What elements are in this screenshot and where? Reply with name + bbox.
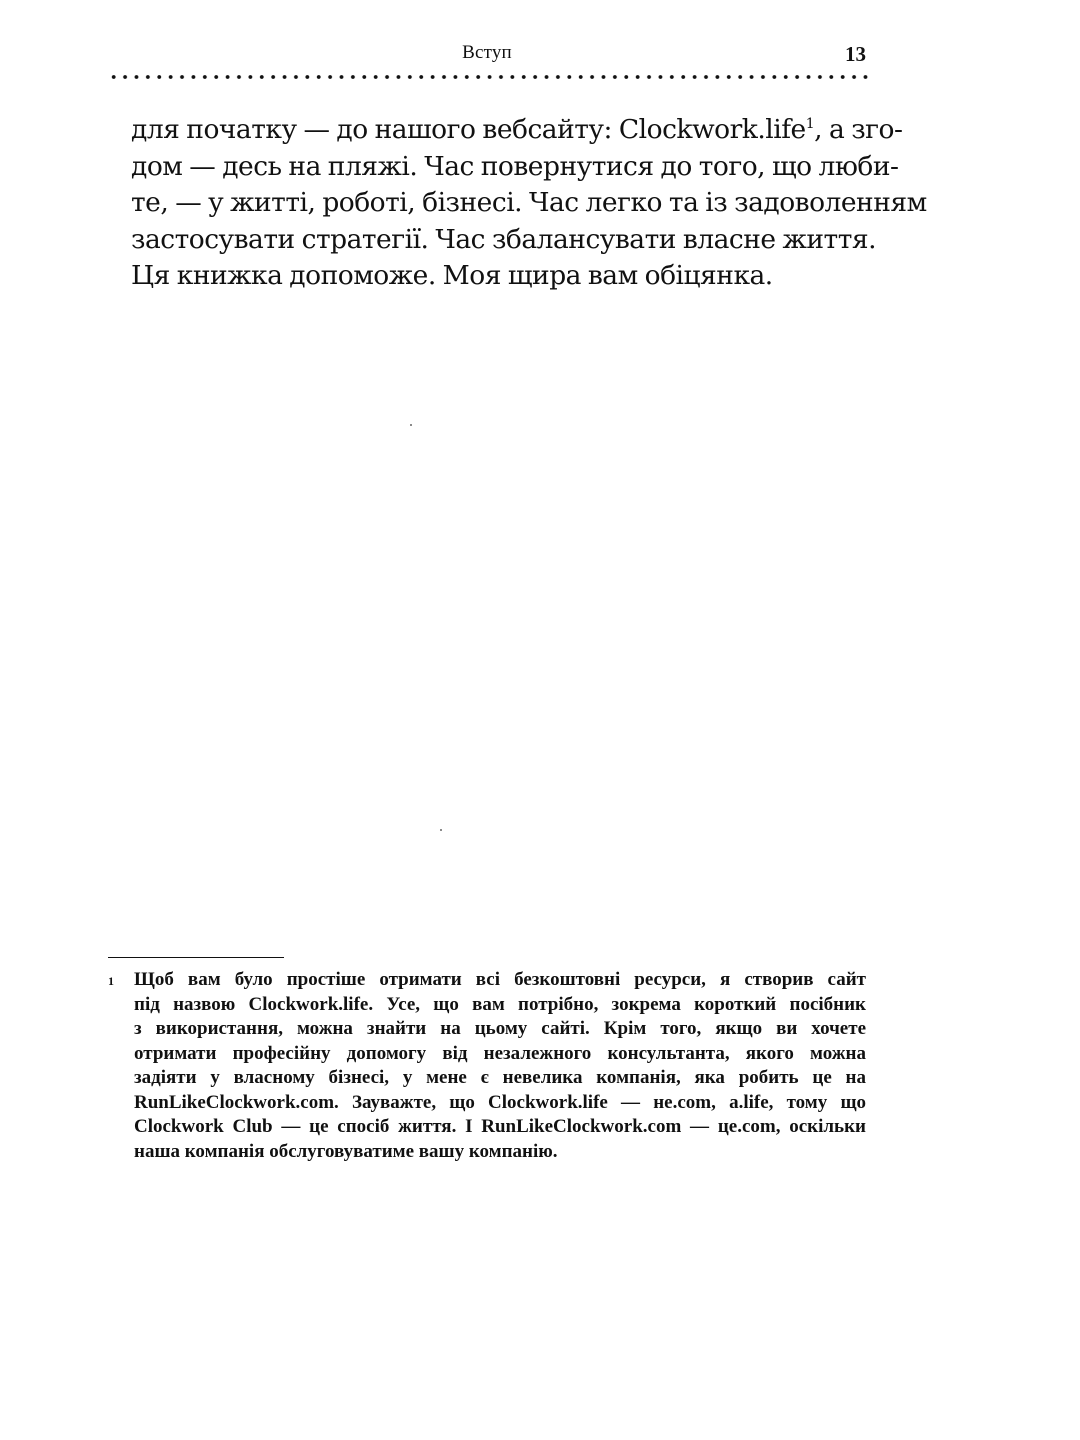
footnote-line: під назвою Clockwork.life. Усе, що вам потрібно, зокрема короткий посібник bbox=[134, 993, 866, 1015]
footnote-line: отримати професійну допомогу від незалежного консультанта, якого можна bbox=[134, 1042, 866, 1064]
print-speck bbox=[440, 829, 442, 831]
dotted-rule bbox=[108, 74, 868, 80]
footnote-reference: 1 bbox=[805, 116, 815, 133]
footnote-line: з використання, можна знайти на цьому сайті. Крім того, якщо ви хочете bbox=[134, 1018, 866, 1039]
page-number: 13 bbox=[845, 42, 866, 66]
body-line-tail: , а зго- bbox=[814, 114, 903, 145]
footnote-line: Clockwork Club — це спосіб життя. І RunLikeClockwork.com — це.com, оскільки bbox=[134, 1116, 866, 1137]
body-line: те, — у житті, роботі, бізнесі. Час легко та із задоволенням bbox=[131, 187, 927, 218]
footnote-line: наша компанія обслуговуватиме вашу компанію. bbox=[134, 1140, 558, 1162]
footnote-line: Щоб вам було простіше отримати всі безкоштовні ресурси, я створив сайт bbox=[134, 969, 866, 990]
footnote-line: задіяти у власному бізнесі, у мене є невелика компанія, яка робить це на bbox=[134, 1067, 866, 1088]
running-head bbox=[108, 42, 866, 72]
body-line: дом — десь на пляжі. Час повернутися до того, що люби- bbox=[131, 150, 899, 182]
body-paragraph bbox=[131, 112, 927, 295]
footnote-marker: 1 bbox=[108, 974, 114, 988]
body-line: Ця книжка допоможе. Моя щира вам обіцянка. bbox=[131, 260, 773, 291]
running-title: Вступ bbox=[462, 42, 512, 63]
footnote-separator bbox=[108, 957, 284, 958]
print-speck bbox=[410, 424, 412, 426]
footnote-text bbox=[134, 968, 866, 1164]
footnote-line: RunLikeClockwork.com. Зауважте, що Clockwork.life — не.com, а.life, тому що bbox=[134, 1091, 866, 1113]
body-line-text: для початку — до нашого вебсайту: Clockwork.life bbox=[131, 114, 806, 145]
body-line bbox=[131, 112, 903, 149]
body-line: застосувати стратегії. Час збалансувати власне життя. bbox=[131, 223, 877, 255]
